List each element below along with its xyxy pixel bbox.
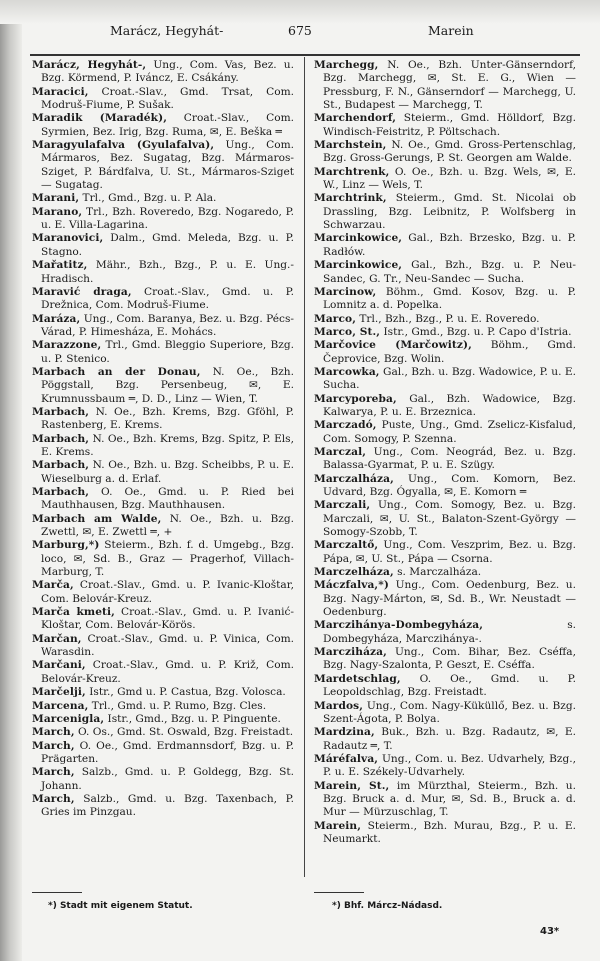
gazetteer-entry: [314, 232, 576, 259]
entry-headword: Marčan,: [32, 632, 82, 645]
entry-details: N. Oe., Bzh. Krems, Bzg. Spitz, P. Els, E. Krems.: [41, 432, 294, 458]
entry-headword: Marani,: [32, 192, 80, 205]
entry-details: N. Oe., Gmd. Gross-Pertenschlag, Bzg. Gross-Gerungs, P. St. Georgen am Walde.: [323, 139, 576, 165]
entry-details: Croat.-Slav., Com. Syrmien, Bez. Irig, Bzg. Ruma, ✉, E. Beška ═: [41, 112, 294, 138]
gazetteer-entry: [314, 259, 576, 286]
entry-details: Croat.-Slav., Gmd. u. P. Vinica, Com. Warasdin.: [41, 632, 294, 659]
entry-headword: Marczal,: [314, 445, 367, 458]
gazetteer-entry: [32, 192, 294, 205]
entry-details: Trl., Gmd. u. P. Rumo, Bzg. Cles.: [88, 699, 267, 712]
entry-details: Steierm., Gmd. St. Nicolai ob Drassling, Bzg. Leibnitz, P. Wolfsberg in Schwarzau.: [323, 192, 576, 232]
gazetteer-entry: [314, 539, 576, 566]
entry-details: Steierm., Gmd. Hölldorf, Bzg. Windisch-Feistritz, P. Pöltschach.: [323, 112, 576, 138]
entry-details: Puste, Ung., Gmd. Zselicz-Kisfalud, Com. Somogy, P. Szenna.: [323, 419, 576, 445]
gazetteer-entry: [32, 579, 294, 606]
gazetteer-entry: [314, 700, 576, 727]
gazetteer-entry: [314, 326, 576, 339]
gazetteer-entry: [32, 59, 294, 86]
entry-headword: Marchendorf,: [314, 112, 397, 125]
entry-headword: Marczalháza,: [314, 472, 394, 485]
gazetteer-entry: [314, 579, 576, 619]
gazetteer-entry: [32, 366, 294, 406]
entry-headword: Marcinkowice,: [314, 259, 403, 272]
entry-headword: Marácz, Hegyhát-,: [32, 59, 147, 71]
entry-headword: March,: [32, 792, 75, 805]
header-last-entry: Marein: [428, 23, 474, 38]
gazetteer-entry: [314, 726, 576, 753]
top-shadow: [0, 0, 600, 24]
gazetteer-entry: [314, 166, 576, 193]
gazetteer-entry: [314, 619, 576, 646]
gazetteer-entry: [32, 459, 294, 486]
entry-details: Salzb., Gmd. u. P. Goldegg, Bzg. St. Johann.: [41, 766, 294, 792]
entry-details: Böhm., Gmd. Kosov, Bzg. u. P. Lomnitz a. d. Popelka.: [323, 285, 576, 312]
page-number: 675: [288, 23, 312, 38]
gazetteer-entry: [314, 820, 576, 847]
entry-details: O. Oe., Gmd. u. P. Ried bei Mauthhausen, Bzg. Mauthhausen.: [41, 486, 294, 512]
entry-headword: Marazzone,: [32, 339, 102, 352]
entry-headword: Máczfalva,*): [314, 579, 389, 592]
gazetteer-entry: [32, 486, 294, 513]
gazetteer-entry: [32, 232, 294, 259]
gazetteer-entry: [314, 192, 576, 232]
entry-details: Ung., Com. Komorn, Bez. Udvard, Bzg. Ógyalla, ✉, E. Komorn ═: [323, 472, 576, 498]
entry-headword: Marcinow,: [314, 285, 377, 298]
entry-headword: Marczadó,: [314, 419, 377, 432]
entry-details: N. Oe., Bzh. u. Bzg. Scheibbs, P. u. E. Wieselburg a. d. Erlaf.: [41, 459, 294, 485]
entry-details: O. Oe., Bzh. u. Bzg. Wels, ✉, E. W., Linz — Wels, T.: [323, 165, 576, 192]
entry-headword: Marczali,: [314, 499, 371, 512]
entry-details: Trl., Gmd. Bleggio Superiore, Bzg. u. P. Stenico.: [41, 339, 294, 365]
gazetteer-entry: [314, 646, 576, 673]
entry-headword: Marbach,: [32, 432, 90, 445]
gazetteer-entry: [32, 339, 294, 366]
entry-headword: Marco, St.,: [314, 325, 381, 338]
left-column: [32, 59, 294, 820]
gazetteer-entry: [32, 633, 294, 660]
entry-details: N. Oe., Bzh. u. Bzg. Zwettl, ✉, E. Zwettl ═, +: [41, 512, 294, 539]
entry-headword: Marein, St.,: [314, 779, 390, 792]
gazetteer-entry: [314, 473, 576, 500]
entry-headword: Marcyporeba,: [314, 392, 397, 405]
signature-mark: 43*: [540, 926, 560, 937]
gazetteer-entry: [32, 286, 294, 313]
entry-headword: Marčelji,: [32, 686, 86, 699]
gazetteer-entry: [32, 406, 294, 433]
gazetteer-entry: [314, 419, 576, 446]
entry-headword: Marcowka,: [314, 365, 380, 378]
gazetteer-entry: [314, 112, 576, 139]
entry-details: Mähr., Bzh., Bzg., P. u. E. Ung.-Hradisch.: [41, 259, 294, 285]
entry-headword: Mařatitz,: [32, 259, 88, 272]
entry-details: Böhm., Gmd. Čeprovice, Bzg. Wolin.: [323, 339, 576, 365]
gazetteer-entry: [32, 606, 294, 633]
entry-headword: Mardetschlag,: [314, 672, 401, 685]
entry-details: Buk., Bzh. u. Bzg. Radautz, ✉, E. Radautz ═, T.: [323, 726, 576, 752]
gazetteer-entry: [314, 673, 576, 700]
entry-headword: Marcena,: [32, 699, 89, 712]
gazetteer-entry: [314, 393, 576, 420]
header-rule: [30, 54, 580, 56]
gazetteer-entry: [314, 339, 576, 366]
entry-details: Dalm., Gmd. Meleda, Bzg. u. P. Stagno.: [41, 232, 294, 258]
entry-headword: Maranovici,: [32, 232, 104, 245]
entry-headword: Marcziháza,: [314, 646, 387, 659]
column-divider: [304, 57, 305, 877]
gazetteer-entry: [32, 513, 294, 540]
entry-details: im Mürzthal, Steierm., Bzh. u. Bzg. Bruck a. d. Mur, ✉, Sd. B., Bruck a. d. Mur — Mürzuschlag, T.: [323, 779, 576, 819]
entry-details: Croat.-Slav., Gmd. u. P. Ivanic-Kloštar, Com. Belovár-Kreuz.: [41, 579, 294, 605]
entry-details: Ung., Com. Nagy-Küküllő, Bez. u. Bzg. Szent-Ágota, P. Bolya.: [323, 699, 576, 725]
entry-headword: Maragyulafalva (Gyulafalva),: [32, 139, 215, 152]
entry-headword: Maravić draga,: [32, 285, 132, 298]
entry-headword: Mardzina,: [314, 726, 375, 739]
entry-headword: Marco,: [314, 312, 356, 325]
entry-details: O. Os., Gmd. St. Oswald, Bzg. Freistadt.: [74, 726, 294, 739]
entry-headword: Marburg,*): [32, 539, 100, 552]
entry-headword: Máréfalva,: [314, 752, 379, 765]
gazetteer-entry: [314, 753, 576, 780]
entry-details: Istr., Gmd., Bzg. u. P. Pinguente.: [104, 712, 281, 725]
footnote-right: *) Bhf. Márcz-Nádasd.: [332, 901, 443, 911]
gazetteer-entry: [32, 433, 294, 460]
gazetteer-entry: [32, 726, 294, 739]
page-edge-shadow: [0, 0, 22, 961]
entry-headword: Marchtrenk,: [314, 165, 390, 178]
entry-details: Croat.-Slav., Gmd. u. P. Križ, Com. Belovár-Kreuz.: [41, 659, 294, 685]
entry-details: Gal., Bzh., Bzg. u. P. Neu-Sandec, G. Tr., Neu-Sandec — Sucha.: [323, 259, 576, 285]
entry-headword: Marčovice (Marčowitz),: [314, 339, 472, 352]
entry-details: Steierm., Bzh. f. d. Umgebg., Bzg. loco, ✉, Sd. B., Graz — Pragerhof, Villach-Marburg, T.: [41, 539, 294, 579]
entry-details: N. Oe., Bzh. Krems, Bzg. Gföhl, P. Rastenberg, E. Krems.: [41, 405, 294, 432]
entry-details: Ung., Com. Mármaros, Bez. Sugatag, Bzg. Mármaros-Sziget, P. Bárdfalva, U. St., Mármaros-Sziget — Sugatag.: [41, 139, 294, 192]
entry-headword: Marázа,: [32, 312, 81, 325]
gazetteer-entry: [314, 366, 576, 393]
running-header: [30, 23, 580, 39]
footnote-rule-left: [32, 892, 82, 893]
entry-details: Trl., Bzh. Roveredo, Bzg. Nogaredo, P. u. E. Villa-Lagarina.: [41, 205, 294, 232]
entry-details: N. Oe., Bzh. Pöggstall, Bzg. Persenbeug, ✉, E. Krumnussbaum ═, D. D., Linz — Wien, T.: [41, 365, 295, 405]
entry-headword: Maracici,: [32, 85, 89, 98]
entry-details: Ung., Com. u. Bez. Udvarhely, Bzg., P. u. E. Székely-Udvarhely.: [323, 752, 576, 779]
entry-details: Steierm., Bzh. Murau, Bzg., P. u. E. Neumarkt.: [323, 819, 576, 845]
gazetteer-entry: [32, 206, 294, 233]
entry-headword: Marczelháza,: [314, 566, 394, 579]
entry-details: Salzb., Gmd. u. Bzg. Taxenbach, P. Gries im Pinzgau.: [41, 792, 294, 819]
entry-headword: Marein,: [314, 819, 362, 832]
entry-details: Gal., Bzh. Brzesko, Bzg. u. P. Radłów.: [323, 232, 576, 258]
entry-headword: Maradik (Maradék),: [32, 112, 167, 125]
gazetteer-entry: [314, 446, 576, 473]
entry-headword: Marchtrink,: [314, 192, 387, 205]
gazetteer-entry: [32, 686, 294, 699]
entry-headword: Marčani,: [32, 659, 86, 672]
entry-details: s. Marczalháza.: [393, 566, 482, 579]
entry-headword: Marchstein,: [314, 139, 387, 152]
entry-headword: Marczihánya-Dombegyháza,: [314, 619, 484, 632]
entry-details: Gal., Bzh. u. Bzg. Wadowice, P. u. E. Sucha.: [323, 365, 576, 392]
entry-headword: Marano,: [32, 205, 83, 218]
entry-details: Istr., Gmd u. P. Castua, Bzg. Volosca.: [85, 686, 286, 699]
entry-headword: Marbach am Walde,: [32, 512, 162, 525]
gazetteer-entry: [314, 286, 576, 313]
gazetteer-entry: [32, 740, 294, 767]
entry-details: Croat.-Slav., Gmd. u. P. Drežnica, Com. Modruš-Fiume.: [41, 285, 294, 312]
entry-details: Ung., Com. Oedenburg, Bez. u. Bzg. Nagy-Márton, ✉, Sd. B., Wr. Neustadt — Oedenburg.: [323, 579, 576, 619]
right-column: [314, 59, 576, 846]
gazetteer-entry: [32, 793, 294, 820]
entry-details: Ung., Com. Baranya, Bez. u. Bzg. Pécs-Várad, P. Himesháza, E. Mohács.: [41, 312, 294, 338]
footnote-left: *) Stadt mit eigenem Statut.: [48, 901, 193, 911]
entry-headword: Marcinkowice,: [314, 232, 403, 245]
gazetteer-entry: [32, 659, 294, 686]
gazetteer-entry: [32, 112, 294, 139]
gazetteer-entry: [314, 59, 576, 112]
entry-headword: Marchegg,: [314, 59, 379, 71]
entry-details: Croat.-Slav., Gmd. Trsat, Com. Modruš-Fiume, P. Sušak.: [41, 85, 294, 112]
entry-details: Trl., Bzh., Bzg., P. u. E. Roveredo.: [355, 312, 540, 325]
entry-headword: March,: [32, 726, 75, 739]
gazetteer-entry: [314, 139, 576, 166]
entry-headword: Marbach,: [32, 459, 90, 472]
entry-headword: Marbach,: [32, 486, 90, 498]
footnote-rule-right: [314, 892, 364, 893]
entry-headword: Marbach,: [32, 405, 90, 418]
gazetteer-entry: [314, 566, 576, 579]
gazetteer-entry: [32, 259, 294, 286]
entry-headword: Marczaltő,: [314, 539, 379, 552]
gazetteer-entry: [32, 86, 294, 113]
entry-details: Ung., Com. Vas, Bez. u. Bzg. Körmend, P. Iváncz, E. Csákány.: [41, 59, 294, 85]
gazetteer-entry: [32, 700, 294, 713]
entry-details: Ung., Com. Bihar, Bez. Cséffa, Bzg. Nagy-Szalonta, P. Geszt, E. Cséffa.: [323, 646, 576, 672]
entry-details: Ung., Com. Veszprim, Bez. u. Bzg. Pápa, ✉, U. St., Pápa — Csorna.: [323, 539, 576, 565]
gazetteer-entry: [32, 139, 294, 192]
gazetteer-entry: [32, 539, 294, 579]
entry-details: O. Oe., Gmd. Erdmannsdorf, Bzg. u. P. Prägarten.: [41, 739, 294, 765]
entry-headword: March,: [32, 739, 75, 752]
entry-headword: Marča kmeti,: [32, 606, 115, 619]
entry-details: s. Dombegyháza, Marczihánya-.: [323, 619, 576, 645]
entry-headword: Marča,: [32, 579, 74, 592]
entry-details: Trl., Gmd., Bzg. u. P. Ala.: [79, 192, 217, 205]
entry-headword: Marcenigla,: [32, 712, 105, 725]
entry-details: Croat.-Slav., Gmd. u. P. Ivanić-Kloštar, Com. Belovár-Körös.: [41, 606, 294, 632]
entry-details: Ung., Com. Somogy, Bez. u. Bzg. Marczali, ✉, U. St., Balaton-Szent-György — Somogy-Szobb, T.: [323, 499, 576, 539]
gazetteer-entry: [32, 713, 294, 726]
entry-headword: March,: [32, 766, 75, 779]
entry-headword: Marbach an der Donau,: [32, 365, 201, 378]
entry-details: O. Oe., Gmd. u. P. Leopoldschlag, Bzg. Freistadt.: [323, 672, 576, 699]
gazetteer-entry: [314, 780, 576, 820]
gazetteer-entry: [314, 313, 576, 326]
entry-details: Gal., Bzh. Wadowice, Bzg. Kalwarya, P. u. E. Brzeznica.: [323, 392, 576, 418]
gazetteer-entry: [32, 313, 294, 340]
entry-details: Istr., Gmd., Bzg. u. P. Capo d'Istria.: [380, 325, 572, 338]
entry-details: N. Oe., Bzh. Unter-Gänserndorf, Bzg. Marchegg, ✉, St. E. G., Wien — Pressburg, F. N., Gänserndorf — Marchegg, U. St., Budapest — Marchegg, T.: [323, 59, 576, 112]
header-first-entry: Marácz, Hegyhát-: [110, 23, 224, 38]
gazetteer-entry: [314, 499, 576, 539]
entry-headword: Mardos,: [314, 699, 363, 712]
gazetteer-entry: [32, 766, 294, 793]
entry-details: Ung., Com. Neográd, Bez. u. Bzg. Balassa-Gyarmat, P. u. E. Szügy.: [323, 445, 576, 472]
